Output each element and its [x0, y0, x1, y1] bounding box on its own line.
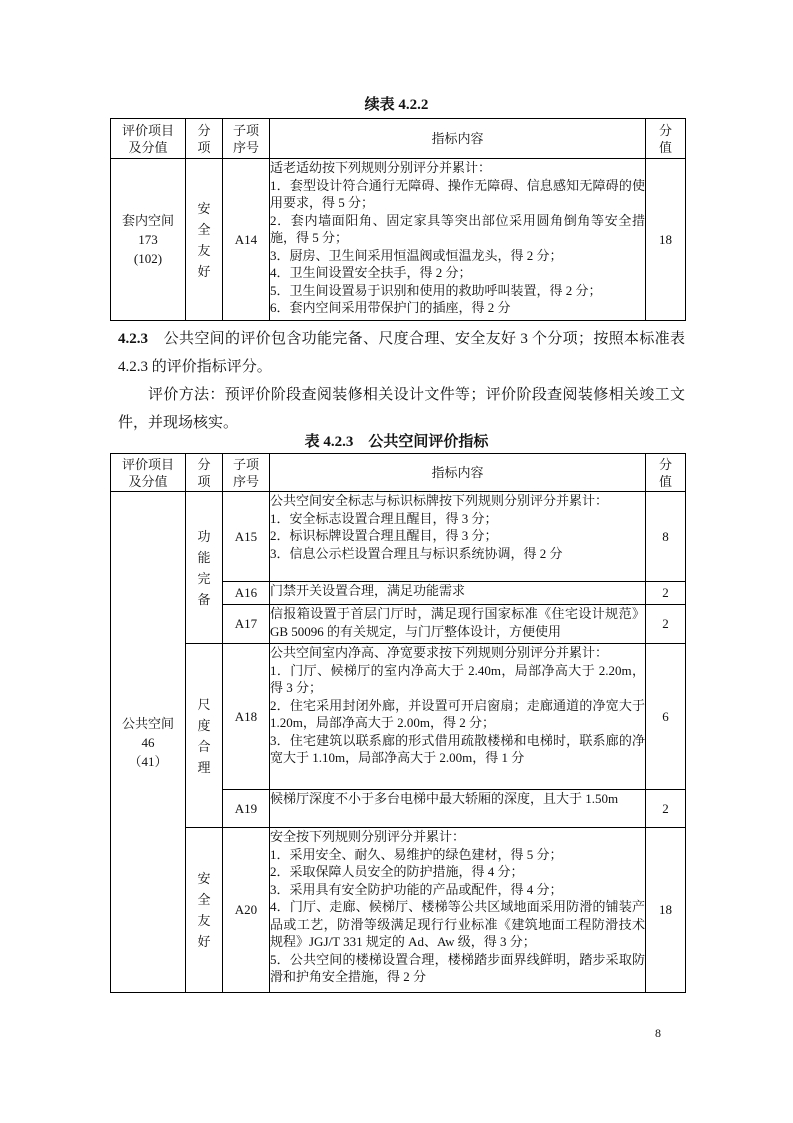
score-cell: 18 [646, 159, 686, 321]
content-cell: 安全按下列规则分别评分并累计： 1．采用安全、耐久、易维护的绿色建材，得 5 分； 2．采取保障人员安全的防护措施，得 4 分； 3．采用具有安全防护功能的产品或配件，得 4 分； 4．门厅、走廊、候梯厅、楼梯等公共区域地面采用防滑的铺装产品或工艺，防滑等级满足现行行业标准《建筑地面工程防滑技术规程》JGJ/T 331 规定的 Ad、Aw 级，得 3 分； 5．公共空间的楼梯设置合理，楼梯踏步面界线鲜明，踏步采取防滑和护角安全措施，得 2 分 [270, 828, 646, 993]
header-subitem: 分 项 [186, 119, 223, 159]
table1-caption: 续表 4.2.2 [364, 97, 429, 113]
code-cell: A16 [223, 582, 270, 605]
table-row [111, 492, 686, 582]
header-content: 指标内容 [270, 454, 646, 492]
code-cell: A14 [223, 159, 270, 321]
score-cell: 6 [646, 644, 686, 790]
header-category: 评价项目 及分值 [111, 454, 186, 492]
header-score: 分 值 [646, 119, 686, 159]
header-content: 指标内容 [270, 119, 646, 159]
content-cell: 公共空间室内净高、净宽要求按下列规则分别评分并累计： 1．门厅、候梯厅的室内净高大于 2.40m，局部净高大于 2.20m，得 3 分； 2．住宅采用封闭外廊，并设置可开启窗扇；走廊通道的净宽大于 1.20m，局部净高大于 2.00m，得 2 分； 3．住宅建筑以联系廊的形式借用疏散楼梯和电梯时，联系廊的净宽大于 1.10m，局部净高大于 2.00m，得 1 分 [270, 644, 646, 790]
subitem-cell: 安 全 友 好 [186, 159, 223, 321]
method-paragraph: 评价方法：预评价阶段查阅装修相关设计文件等；评价阶段查阅装修相关竣工文件，并现场核实。 [118, 387, 685, 431]
table-row [111, 644, 686, 790]
code-cell: A15 [223, 492, 270, 582]
category-cell: 套内空间 173 (102) [111, 159, 186, 321]
table2 [110, 453, 686, 993]
score-cell: 2 [646, 582, 686, 605]
header-subitem: 分 项 [186, 454, 223, 492]
table1-header-row [111, 119, 686, 159]
table-row [111, 159, 686, 321]
header-code: 子项 序号 [223, 454, 270, 492]
content-cell: 候梯厅深度不小于多台电梯中最大轿厢的深度，且大于 1.50m [270, 790, 646, 828]
content-cell: 公共空间安全标志与标识标牌按下列规则分别评分并累计： 1．安全标志设置合理且醒目，得 3 分； 2．标识标牌设置合理且醒目，得 3 分； 3．信息公示栏设置合理且与标识系统协调，得 2 分 [270, 492, 646, 582]
table1 [110, 118, 686, 321]
content-cell: 信报箱设置于首层门厅时，满足现行国家标准《住宅设计规范》GB 50096 的有关规定，与门厅整体设计，方便使用 [270, 605, 646, 644]
header-code: 子项 序号 [223, 119, 270, 159]
code-cell: A18 [223, 644, 270, 790]
header-category: 评价项目 及分值 [111, 119, 186, 159]
header-score: 分 值 [646, 454, 686, 492]
clause-number: 4.2.3 [118, 331, 148, 347]
code-cell: A17 [223, 605, 270, 644]
clause-text: 公共空间的评价包含功能完备、尺度合理、安全友好 3 个分项；按照本标准表 4.2.3 的评价指标评分。 [118, 331, 685, 375]
content-cell: 门禁开关设置合理，满足功能需求 [270, 582, 646, 605]
score-cell: 2 [646, 790, 686, 828]
table2-header-row [111, 454, 686, 492]
subitem-cell: 安 全 友 好 [186, 828, 223, 993]
code-cell: A20 [223, 828, 270, 993]
subitem-cell: 尺 度 合 理 [186, 644, 223, 828]
score-cell: 18 [646, 828, 686, 993]
code-cell: A19 [223, 790, 270, 828]
category-cell: 公共空间 46 （41） [111, 492, 186, 993]
table-row [111, 828, 686, 993]
subitem-cell: 功 能 完 备 [186, 492, 223, 644]
score-cell: 8 [646, 492, 686, 582]
content-cell: 适老适幼按下列规则分别评分并累计： 1．套型设计符合通行无障碍、操作无障碍、信息感知无障碍的使用要求，得 5 分； 2．套内墙面阳角、固定家具等突出部位采用圆角倒角等安全措施，得 5 分； 3．厨房、卫生间采用恒温阀或恒温龙头，得 2 分； 4．卫生间设置安全扶手，得 2 分； 5．卫生间设置易于识别和使用的救助呼叫装置，得 2 分； 6．套内空间采用带保护门的插座，得 2 分 [270, 159, 646, 321]
table2-caption: 表 4.2.3 公共空间评价指标 [304, 434, 489, 450]
clause-paragraph [118, 325, 685, 381]
score-cell: 2 [646, 605, 686, 644]
page-number: 8 [655, 1026, 661, 1040]
